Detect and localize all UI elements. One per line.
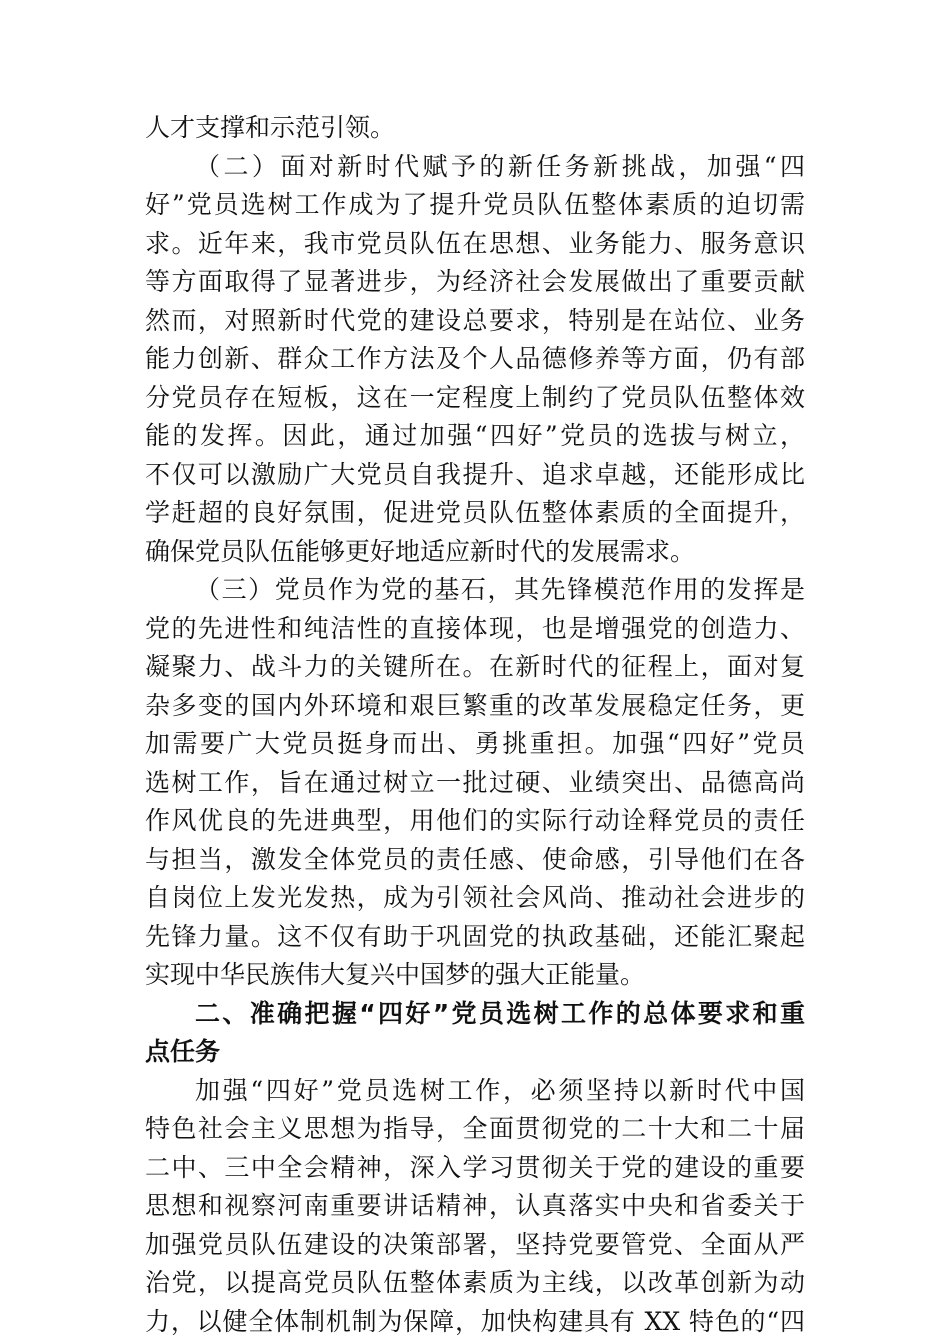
text-line: 自岗位上发光发热，成为引领社会风尚、推动社会进步的 xyxy=(145,883,805,912)
text-line: 特色社会主义思想为指导，全面贯彻党的二十大和二十届 xyxy=(145,1114,805,1143)
text-line: 二中、三中全会精神，深入学习贯彻关于党的建设的重要 xyxy=(145,1152,805,1182)
text-line: 杂多变的国内外环境和艰巨繁重的改革发展稳定任务，更 xyxy=(145,690,805,720)
text-line: 加强党员队伍建设的决策部署，坚持党要管党、全面从严 xyxy=(145,1229,805,1259)
paragraph-2-start: （二）面对新时代赋予的新任务新挑战，加强“四 xyxy=(195,151,805,181)
text-line: 分党员存在短板，这在一定程度上制约了党员队伍整体效 xyxy=(145,382,805,412)
text-line: 好”党员选树工作成为了提升党员队伍整体素质的迫切需 xyxy=(145,190,805,219)
text-line: 党的先进性和纯洁性的直接体现，也是增强党的创造力、 xyxy=(145,613,805,643)
text-line: 确保党员队伍能够更好地适应新时代的发展需求。 xyxy=(145,536,696,566)
text-line: 治党，以提高党员队伍整体素质为主线，以改革创新为动 xyxy=(145,1268,805,1297)
text-line: 选树工作，旨在通过树立一批过硬、业绩突出、品德高尚 xyxy=(145,767,805,797)
section-heading: 二、准确把握“四好”党员选树工作的总体要求和重 xyxy=(195,998,805,1028)
text-line: 实现中华民族伟大复兴中国梦的强大正能量。 xyxy=(145,960,646,989)
text-line: 求。近年来，我市党员队伍在思想、业务能力、服务意识 xyxy=(145,228,805,258)
text-line: 等方面取得了显著进步，为经济社会发展做出了重要贡献 xyxy=(145,267,805,296)
text-line: 先锋力量。这不仅有助于巩固党的执政基础，还能汇聚起 xyxy=(145,921,805,951)
section-heading-cont: 点任务 xyxy=(145,1037,221,1066)
paragraph-4-start: 加强“四好”党员选树工作，必须坚持以新时代中国 xyxy=(195,1075,805,1105)
text-line: 能力创新、群众工作方法及个人品德修养等方面，仍有部 xyxy=(145,344,805,373)
text-line: 思想和视察河南重要讲话精神，认真落实中央和省委关于 xyxy=(145,1191,805,1220)
text-line: 然而，对照新时代党的建设总要求，特别是在站位、业务 xyxy=(145,305,805,335)
text-line: 加需要广大党员挺身而出、勇挑重担。加强“四好”党员 xyxy=(145,729,805,758)
text-line: 作风优良的先进典型，用他们的实际行动诠释党员的责任 xyxy=(145,806,805,835)
text-line: 与担当，激发全体党员的责任感、使命感，引导他们在各 xyxy=(145,844,805,874)
paragraph-3-start: （三）党员作为党的基石，其先锋模范作用的发挥是 xyxy=(195,575,805,604)
text-line: 不仅可以激励广大党员自我提升、追求卓越，还能形成比 xyxy=(145,459,805,489)
text-line: 人才支撑和示范引领。 xyxy=(145,113,396,142)
text-line: 力，以健全体制机制为保障，加快构建具有 XX 特色的“四 xyxy=(145,1306,805,1336)
text-line: 凝聚力、战斗力的关键所在。在新时代的征程上，面对复 xyxy=(145,652,805,681)
text-line: 能的发挥。因此，通过加强“四好”党员的选拔与树立， xyxy=(145,421,805,450)
text-line: 学赶超的良好氛围，促进党员队伍整体素质的全面提升， xyxy=(145,498,805,527)
